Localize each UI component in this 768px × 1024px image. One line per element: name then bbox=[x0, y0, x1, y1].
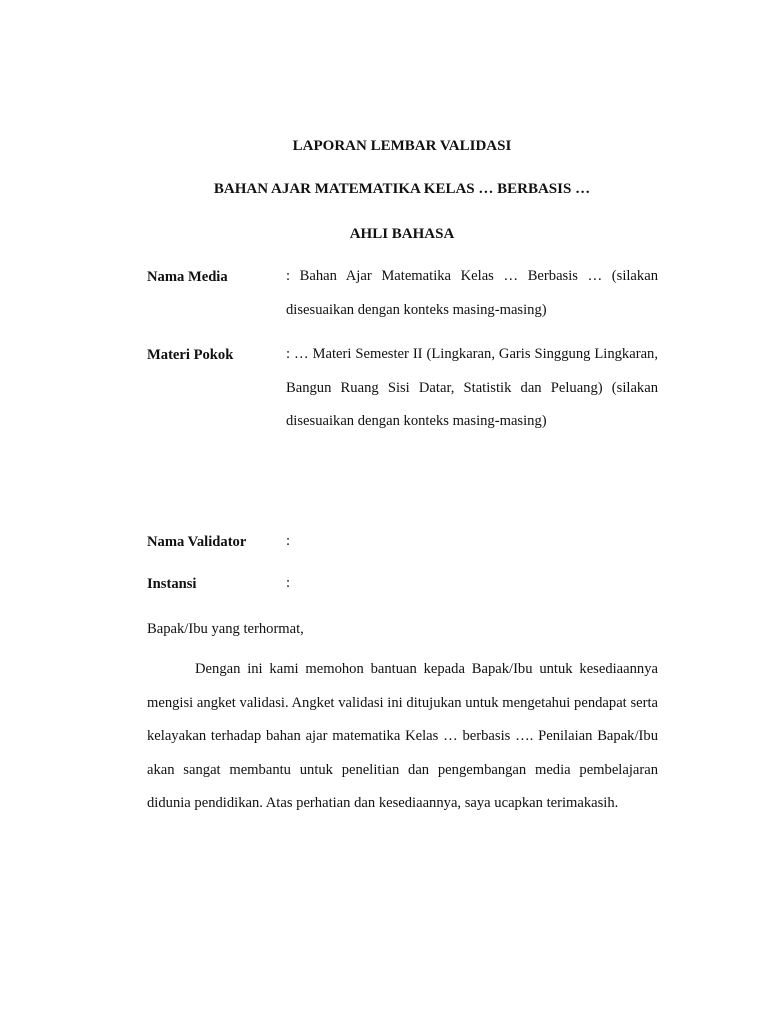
field-label: Instansi bbox=[147, 576, 197, 592]
field-label: Materi Pokok bbox=[147, 347, 234, 363]
field-value: : bbox=[286, 533, 291, 549]
field-label: Nama Media bbox=[147, 269, 228, 285]
salutation: Bapak/Ibu yang terhormat, bbox=[147, 621, 304, 637]
body-paragraph: Dengan ini kami memohon bantuan kepada Bapak/Ibu untuk kesediaannya mengisi angket validasi. Angket validasi ini ditujukan untuk mengetahui pendapat serta kelayakan terhadap bahan ajar matematika Kelas … berbasis …. Penilaian Bapak/Ibu akan sangat membantu untuk penelitian dan pengembangan media pembelajaran didunia pendidikan. Atas perhatian dan kesediaannya, saya ucapkan terimakasih. bbox=[147, 661, 658, 812]
field-value: : … Materi Semester II (Lingkaran, Garis Singgung Lingkaran, Bangun Ruang Sisi Datar, Statistik dan Peluang) (silakan disesuaikan dengan konteks masing-masing) bbox=[286, 346, 658, 429]
field-value: : bbox=[286, 575, 291, 591]
field-value: : Bahan Ajar Matematika Kelas … Berbasis … (silakan disesuaikan dengan konteks masing-masing) bbox=[286, 268, 658, 318]
document-subtitle: BAHAN AJAR MATEMATIKA KELAS … BERBASIS … bbox=[213, 181, 591, 197]
document-title: LAPORAN LEMBAR VALIDASI bbox=[292, 138, 512, 154]
document-validator-type: AHLI BAHASA bbox=[349, 226, 455, 242]
field-label: Nama Validator bbox=[147, 534, 247, 550]
